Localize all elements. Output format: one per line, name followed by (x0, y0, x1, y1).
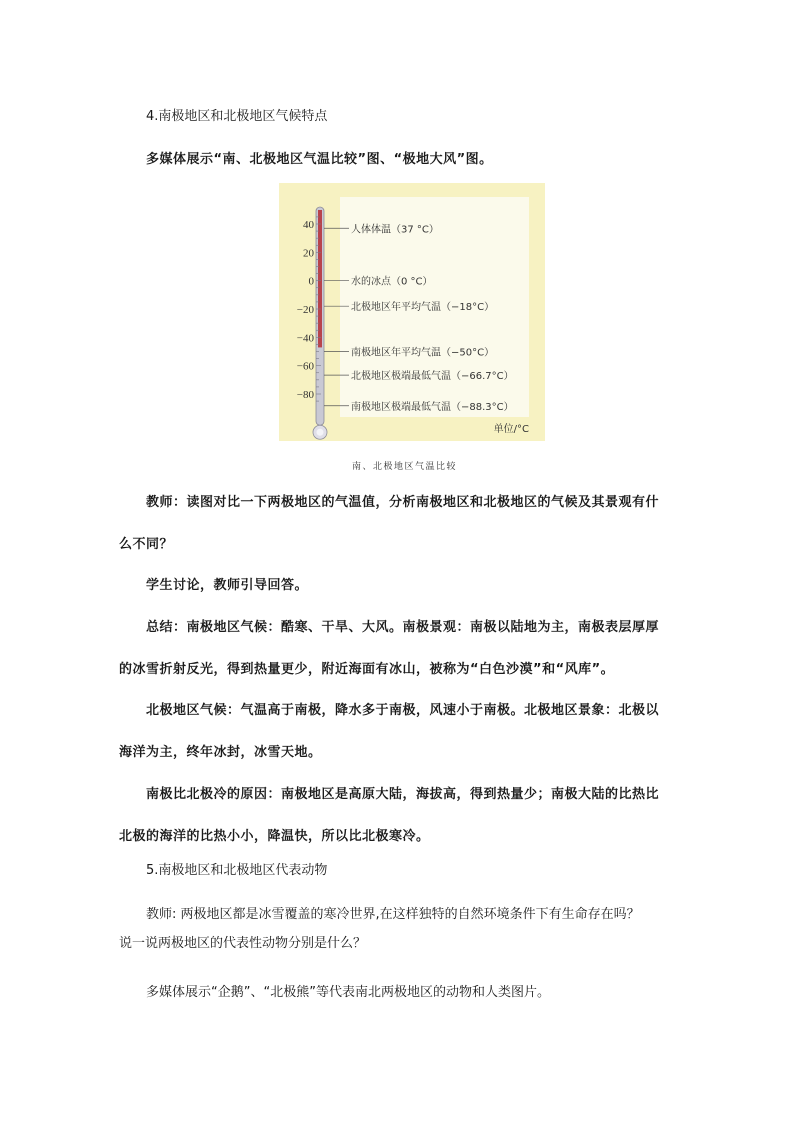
arctic-climate-line2: 海洋为主，终年冰封，冰雪天地。 (119, 745, 322, 760)
temperature-comparison-figure (279, 183, 545, 441)
y-tick-label: −80 (296, 389, 314, 401)
annotation-label: 北极地区极端最低气温（−66.7°C） (351, 371, 514, 383)
y-tick-label: −60 (296, 360, 314, 373)
teacher-question-line1: 教师：读图对比一下两极地区的气温值，分析南极地区和北极地区的气候及其景观有什 (146, 495, 660, 510)
section5-media-text: 多媒体展示“企鹅”、“北极熊”等代表南北两极地区的动物和人类图片。 (146, 985, 550, 1000)
section4-media-text: 多媒体展示“南、北极地区气温比较”图、“极地大风”图。 (146, 152, 493, 167)
annotation-label: 南极地区极端最低气温（−88.3°C） (351, 401, 514, 413)
y-tick-label: 20 (303, 247, 314, 260)
annotation-label: 人体体温（37 °C） (351, 224, 439, 236)
teacher-question-line2: 么不同？ (119, 537, 174, 552)
y-tick-label: 0 (308, 275, 314, 288)
section5-heading: 5.南极地区和北极地区代表动物 (146, 863, 328, 878)
cold-reason-line1: 南极比北极冷的原因：南极地区是高原大陆，海拔高，得到热量少；南极大陆的比热比 (146, 787, 660, 802)
figure-caption: 南、北极地区气温比较 (352, 462, 458, 472)
thermometer-chart (279, 183, 545, 441)
cold-reason-line2: 北极的海洋的比热小小，降温快，所以比北极寒冷。 (119, 829, 430, 844)
y-tick-label: −20 (296, 304, 314, 316)
unit-label: 单位/°C (493, 424, 529, 435)
y-tick-label: −40 (296, 332, 314, 345)
thermometer-mercury (318, 210, 322, 347)
summary-line1: 总结：南极地区气候：酷寒、干旱、大风。南极景观：南极以陆地为主，南极表层厚厚 (146, 620, 660, 635)
thermometer-bulb-highlight (317, 429, 324, 436)
section5-teacher-line1: 教师: 两极地区都是冰雪覆盖的寒冷世界,在这样独特的自然环境条件下有生命存在吗？ (146, 907, 640, 922)
section5-teacher-line2: 说一说两极地区的代表性动物分别是什么？ (119, 936, 367, 951)
section4-heading: 4.南极地区和北极地区气候特点 (146, 109, 328, 124)
annotation-label: 水的冰点（0 °C） (351, 276, 433, 288)
y-tick-label: 40 (303, 219, 314, 231)
arctic-climate-line1: 北极地区气候：气温高于南极，降水多于南极，风速小于南极。北极地区景象：北极以 (146, 703, 660, 718)
summary-line2: 的冰雪折射反光，得到热量更少，附近海面有冰山，被称为“白色沙漠”和“风库”。 (119, 662, 615, 677)
annotation-label: 南极地区年平均气温（−50°C） (351, 347, 495, 359)
annotation-label: 北极地区年平均气温（−18°C） (351, 302, 495, 314)
student-discussion: 学生讨论，教师引导回答。 (146, 578, 309, 593)
